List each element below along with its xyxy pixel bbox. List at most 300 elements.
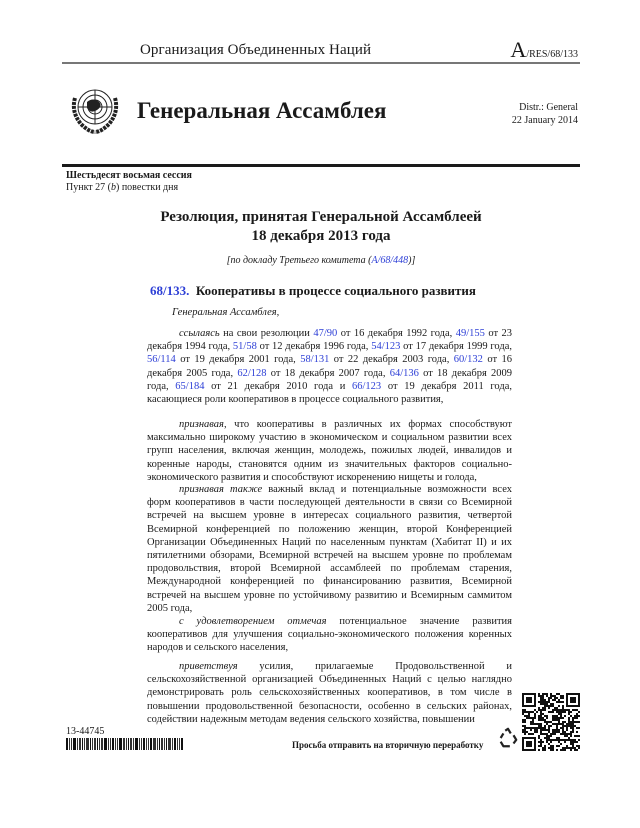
qr-module xyxy=(522,709,524,711)
qr-module xyxy=(572,741,574,743)
qr-module xyxy=(540,739,542,741)
qr-module xyxy=(560,727,562,729)
barcode-bar xyxy=(99,738,100,750)
qr-module xyxy=(540,733,542,735)
qr-module xyxy=(544,715,546,717)
qr-module xyxy=(550,747,552,749)
qr-module xyxy=(560,713,562,715)
qr-module xyxy=(562,721,564,723)
qr-module xyxy=(552,717,554,719)
document-number: 13-44745 xyxy=(66,726,105,737)
qr-module xyxy=(558,705,560,707)
qr-module xyxy=(576,717,578,719)
qr-module xyxy=(576,735,578,737)
qr-module xyxy=(548,729,550,731)
qr-module xyxy=(542,697,544,699)
qr-module xyxy=(572,747,574,749)
qr-module xyxy=(556,711,558,713)
qr-module xyxy=(544,745,546,747)
qr-module xyxy=(560,723,562,725)
qr-module xyxy=(576,745,578,747)
paragraph-recognizing-also: признавая также важный вклад и потенциальные возможности всех форм кооперативов в части последующей деятельности в связи со Всемирной встречей на высшем уровне в интересах социального развития, четвертой Всемирной конференцией по положению женщин, второй Конференцией Организации Объединенных Наций по населенным пунктам (Хабитат II) и их пятилетними обзорами, Всемирной встречей на высшем уровне по проблемам продовольствия, второй Всемирной ассамблеей по проблемам старения, Международной конференцией по финансированию развития, Всемирной встречей на высшем уровне по устойчивому развитию и Всемирным саммитом 2005 года, xyxy=(147,484,512,614)
qr-module xyxy=(552,733,554,735)
qr-module xyxy=(574,717,576,719)
session-info xyxy=(66,170,192,194)
qr-module xyxy=(534,713,536,715)
qr-module xyxy=(544,733,546,735)
barcode-bar xyxy=(126,738,127,750)
qr-module xyxy=(554,729,556,731)
qr-module xyxy=(528,727,530,729)
qr-module xyxy=(542,703,544,705)
qr-module xyxy=(544,721,546,723)
qr-module xyxy=(542,693,544,695)
qr-module xyxy=(542,719,544,721)
qr-module xyxy=(570,727,572,729)
barcode-icon xyxy=(66,738,184,750)
qr-module xyxy=(536,723,538,725)
qr-module xyxy=(542,747,544,749)
qr-module xyxy=(574,739,576,741)
qr-module xyxy=(574,735,576,737)
qr-module xyxy=(540,741,542,743)
barcode-bar xyxy=(123,738,125,750)
qr-module xyxy=(546,717,548,719)
qr-module xyxy=(548,743,550,745)
symbol-rest: /RES/68/133 xyxy=(526,49,578,60)
qr-module xyxy=(566,735,568,737)
qr-module xyxy=(566,725,568,727)
qr-module xyxy=(542,717,544,719)
qr-module xyxy=(556,693,558,695)
qr-module xyxy=(548,731,550,733)
qr-module xyxy=(570,739,572,741)
agenda-item: Пункт 27 (b) повестки дня xyxy=(66,182,179,193)
qr-module xyxy=(530,723,532,725)
resolution-link[interactable]: 47/90 xyxy=(313,328,338,339)
qr-module xyxy=(576,715,578,717)
qr-module xyxy=(546,695,548,697)
qr-module xyxy=(570,715,572,717)
qr-module xyxy=(538,709,540,711)
qr-module xyxy=(546,739,548,741)
qr-module xyxy=(522,711,524,713)
qr-module xyxy=(548,747,550,749)
qr-module xyxy=(564,735,566,737)
qr-module xyxy=(546,741,548,743)
qr-module xyxy=(540,709,542,711)
qr-module xyxy=(552,729,554,731)
qr-module xyxy=(538,727,540,729)
qr-module xyxy=(546,721,548,723)
qr-module xyxy=(572,721,574,723)
qr-module xyxy=(522,719,524,721)
qr-module xyxy=(550,739,552,741)
report-reference: [по докладу Третьего комитета (A/68/448)] xyxy=(226,255,416,266)
qr-module xyxy=(562,749,564,751)
qr-module xyxy=(560,695,562,697)
qr-module xyxy=(568,733,570,735)
qr-module xyxy=(542,741,544,743)
general-assembly-title: Генеральная Ассамблея xyxy=(137,98,387,123)
qr-module xyxy=(562,729,564,731)
qr-module xyxy=(556,719,558,721)
qr-module xyxy=(552,705,554,707)
qr-module xyxy=(548,725,550,727)
qr-module xyxy=(578,711,580,713)
qr-module xyxy=(540,731,542,733)
qr-module xyxy=(556,749,558,751)
qr-module xyxy=(536,711,538,713)
qr-module xyxy=(542,749,544,751)
qr-module xyxy=(540,699,542,701)
paragraph-recalling: ссылаясь на свои резолюции 47/90 от 16 декабря 1992 года, 49/155 от 23 декабря 1994 года, 51/58 от 12 декабря 1996 года, 54/123 от 17 декабря 1999 года, 56/114 от 19 декабря 2001 года, 58/131 от 22 декабря 2003 года, 60/132 от 16 декабря 2005 года, 62/128 от 18 декабря 2007 года, 64/136 от 18 декабря 2009 года, 65/184 от 21 декабря 2010 года и 66/123 от 19 декабря 2011 года, касающиеся роли кооперативов в процессе социального развития, xyxy=(147,328,512,406)
qr-module xyxy=(546,693,548,695)
qr-module xyxy=(570,731,572,733)
barcode-bar xyxy=(130,738,132,750)
qr-module xyxy=(560,697,562,699)
qr-module xyxy=(542,733,544,735)
qr-module xyxy=(556,731,558,733)
qr-module xyxy=(552,719,554,721)
qr-module xyxy=(540,697,542,699)
qr-module xyxy=(554,699,556,701)
qr-module xyxy=(570,721,572,723)
qr-module xyxy=(538,745,540,747)
resolution-link[interactable]: 58/131 xyxy=(300,354,330,366)
qr-module xyxy=(538,701,540,703)
qr-module xyxy=(538,737,540,739)
qr-module xyxy=(544,729,546,731)
qr-module xyxy=(560,749,562,751)
qr-module xyxy=(526,727,528,729)
qr-module xyxy=(534,717,536,719)
qr-module xyxy=(562,707,564,709)
qr-module xyxy=(558,719,560,721)
qr-module xyxy=(542,695,544,697)
qr-module xyxy=(574,741,576,743)
resolution-heading xyxy=(150,283,476,299)
qr-module xyxy=(562,701,564,703)
qr-module xyxy=(542,729,544,731)
qr-module xyxy=(538,749,540,751)
qr-module xyxy=(568,719,570,721)
qr-module xyxy=(568,737,570,739)
qr-module xyxy=(544,707,546,709)
qr-module xyxy=(566,733,568,735)
qr-module xyxy=(544,747,546,749)
qr-module xyxy=(556,737,558,739)
qr-module xyxy=(562,725,564,727)
qr-module xyxy=(558,721,560,723)
qr-module xyxy=(540,725,542,727)
qr-module xyxy=(544,737,546,739)
resolution-link[interactable]: 49/155 xyxy=(455,328,485,339)
qr-module xyxy=(550,745,552,747)
qr-module xyxy=(528,711,530,713)
qr-module xyxy=(558,699,560,701)
qr-module xyxy=(554,719,556,721)
barcode-bar xyxy=(135,738,138,750)
qr-module xyxy=(566,747,568,749)
qr-module xyxy=(530,717,532,719)
qr-module xyxy=(564,747,566,749)
barcode-bar xyxy=(69,738,70,750)
qr-module xyxy=(540,711,542,713)
qr-module xyxy=(554,723,556,725)
qr-module xyxy=(556,727,558,729)
qr-module xyxy=(570,733,572,735)
resolution-link[interactable]: 51/58 xyxy=(232,341,257,353)
qr-module xyxy=(524,725,526,727)
resolution-link[interactable]: 54/123 xyxy=(371,341,401,353)
qr-module xyxy=(524,729,526,731)
qr-module xyxy=(560,717,562,719)
qr-module xyxy=(542,713,544,715)
paragraph-welcoming: приветствуя усилия, прилагаемые Продовольственной и сельскохозяйственной организацией Объединенных Наций с целью наглядно демонстрировать роль сельскохозяйственных кооперативов, в том числе в повышении продовольственной безопасности, особенно в сельских районах, содействии надежным методам ведения сельского хозяйства, повышении xyxy=(147,661,512,725)
qr-module xyxy=(528,717,530,719)
qr-module xyxy=(578,739,580,741)
qr-module xyxy=(526,741,532,747)
resolution-title-line2: 18 декабря 2013 года xyxy=(251,228,391,244)
qr-module xyxy=(554,733,556,735)
qr-module xyxy=(524,721,526,723)
qr-module xyxy=(550,741,552,743)
qr-module xyxy=(524,727,526,729)
qr-module xyxy=(522,731,524,733)
qr-module xyxy=(560,733,562,735)
qr-module xyxy=(530,727,532,729)
resolution-number-link[interactable]: 68/133. xyxy=(150,283,190,298)
header-rule xyxy=(62,62,580,64)
qr-module xyxy=(562,711,564,713)
qr-module xyxy=(576,749,578,751)
qr-module xyxy=(564,741,566,743)
barcode-bar xyxy=(172,738,173,750)
qr-module xyxy=(550,725,552,727)
session-name: Шестьдесят восьмая сессия xyxy=(66,170,192,181)
qr-module xyxy=(546,729,548,731)
assembly-intro: Генеральная Ассамблея, xyxy=(172,307,280,318)
qr-module xyxy=(566,727,568,729)
qr-module xyxy=(568,713,570,715)
qr-module xyxy=(556,717,558,719)
qr-module xyxy=(536,727,538,729)
qr-module xyxy=(572,709,574,711)
barcode-bar xyxy=(157,738,158,750)
document-symbol xyxy=(510,37,578,63)
qr-module xyxy=(522,729,524,731)
barcode-bar xyxy=(181,738,183,750)
resolution-link[interactable]: 56/114 xyxy=(147,354,176,366)
barcode-bar xyxy=(119,738,122,750)
barcode-bar xyxy=(94,738,96,750)
qr-module xyxy=(564,731,566,733)
qr-module xyxy=(562,747,564,749)
qr-module xyxy=(564,721,566,723)
qr-module xyxy=(532,723,534,725)
qr-module xyxy=(578,715,580,717)
qr-module xyxy=(556,697,558,699)
qr-module xyxy=(550,705,552,707)
qr-module xyxy=(568,711,570,713)
qr-module xyxy=(540,717,542,719)
qr-module xyxy=(552,731,554,733)
qr-module xyxy=(562,697,564,699)
qr-module xyxy=(548,699,550,701)
qr-module xyxy=(560,709,562,711)
resolution-link[interactable]: 66/123 xyxy=(352,380,382,392)
qr-module xyxy=(568,747,570,749)
resolution-title-line1: Резолюция, принятая Генеральной Ассамблеей xyxy=(160,209,482,225)
qr-module xyxy=(548,711,550,713)
qr-module xyxy=(554,697,556,699)
qr-module xyxy=(546,733,548,735)
report-link[interactable]: A/68/448 xyxy=(371,255,409,266)
qr-module xyxy=(566,709,568,711)
qr-module xyxy=(544,699,546,701)
qr-module xyxy=(578,745,580,747)
qr-module xyxy=(528,715,530,717)
qr-module xyxy=(544,709,546,711)
resolution-link[interactable]: 60/132 xyxy=(453,354,483,366)
qr-module xyxy=(574,715,576,717)
barcode-bar xyxy=(150,738,152,750)
qr-module xyxy=(558,717,560,719)
qr-module xyxy=(566,739,568,741)
qr-module xyxy=(530,729,532,731)
resolution-link[interactable]: 65/184 xyxy=(175,380,205,392)
qr-module xyxy=(558,741,560,743)
qr-module xyxy=(556,701,558,703)
qr-module xyxy=(574,721,576,723)
qr-module xyxy=(544,693,546,695)
qr-module xyxy=(570,741,572,743)
barcode-bar xyxy=(92,738,93,750)
qr-module xyxy=(546,723,548,725)
qr-module xyxy=(576,731,578,733)
qr-module xyxy=(540,727,542,729)
title-rule xyxy=(62,164,580,167)
qr-module xyxy=(526,711,528,713)
qr-module xyxy=(538,717,540,719)
qr-module xyxy=(558,745,560,747)
qr-module xyxy=(538,707,540,709)
qr-module xyxy=(546,701,548,703)
qr-module xyxy=(566,745,568,747)
barcode-bar xyxy=(115,738,116,750)
qr-module xyxy=(540,701,542,703)
qr-code-icon xyxy=(522,693,580,751)
qr-module xyxy=(568,723,570,725)
qr-module xyxy=(540,713,542,715)
qr-module xyxy=(556,729,558,731)
barcode-bar xyxy=(84,738,85,750)
qr-module xyxy=(534,731,536,733)
distribution: Distr.: General xyxy=(519,102,578,113)
qr-module xyxy=(566,723,568,725)
organization-name: Организация Объединенных Наций xyxy=(140,42,372,58)
qr-module xyxy=(558,737,560,739)
qr-module xyxy=(572,719,574,721)
qr-module xyxy=(542,699,544,701)
qr-module xyxy=(568,725,570,727)
qr-module xyxy=(534,723,536,725)
qr-module xyxy=(552,745,554,747)
qr-module xyxy=(550,695,552,697)
barcode-bar xyxy=(177,738,178,750)
qr-module xyxy=(548,739,550,741)
qr-module xyxy=(532,733,534,735)
qr-module xyxy=(576,727,578,729)
barcode-bar xyxy=(141,738,142,750)
qr-module xyxy=(570,747,572,749)
qr-module xyxy=(546,705,548,707)
qr-module xyxy=(576,709,578,711)
qr-module xyxy=(536,729,538,731)
qr-module xyxy=(556,707,558,709)
qr-module xyxy=(538,725,540,727)
qr-module xyxy=(558,723,560,725)
qr-module xyxy=(568,739,570,741)
qr-module xyxy=(558,729,560,731)
qr-module xyxy=(522,713,524,715)
qr-module xyxy=(550,733,552,735)
resolution-name: Кооперативы в процессе социального развития xyxy=(195,283,476,298)
qr-module xyxy=(532,727,534,729)
qr-module xyxy=(538,741,540,743)
qr-module xyxy=(542,701,544,703)
qr-module xyxy=(538,723,540,725)
barcode-bar xyxy=(90,738,91,750)
qr-module xyxy=(576,713,578,715)
qr-module xyxy=(572,745,574,747)
qr-module xyxy=(552,703,554,705)
qr-module xyxy=(546,737,548,739)
qr-module xyxy=(524,733,526,735)
qr-module xyxy=(554,715,556,717)
qr-module xyxy=(526,731,528,733)
barcode-bar xyxy=(128,738,129,750)
qr-module xyxy=(548,705,550,707)
qr-module xyxy=(570,697,576,703)
barcode-bar xyxy=(143,738,145,750)
qr-module xyxy=(578,747,580,749)
barcode-bar xyxy=(174,738,176,750)
qr-module xyxy=(574,747,576,749)
qr-module xyxy=(558,739,560,741)
qr-module xyxy=(564,715,566,717)
qr-module xyxy=(544,701,546,703)
barcode-bar xyxy=(112,738,114,750)
qr-module xyxy=(556,745,558,747)
qr-module xyxy=(558,701,560,703)
qr-module xyxy=(562,705,564,707)
qr-module xyxy=(550,735,552,737)
qr-module xyxy=(554,717,556,719)
recycle-icon xyxy=(497,727,519,749)
resolution-link[interactable]: 64/136 xyxy=(389,367,419,379)
recycle-text: Просьба отправить на вторичную переработку xyxy=(292,740,484,750)
qr-module xyxy=(562,709,564,711)
qr-module xyxy=(524,711,526,713)
qr-module xyxy=(534,709,536,711)
barcode-bar xyxy=(179,738,180,750)
qr-module xyxy=(546,715,548,717)
resolution-link[interactable]: 62/128 xyxy=(237,367,267,379)
qr-module xyxy=(570,723,572,725)
qr-module xyxy=(576,721,578,723)
